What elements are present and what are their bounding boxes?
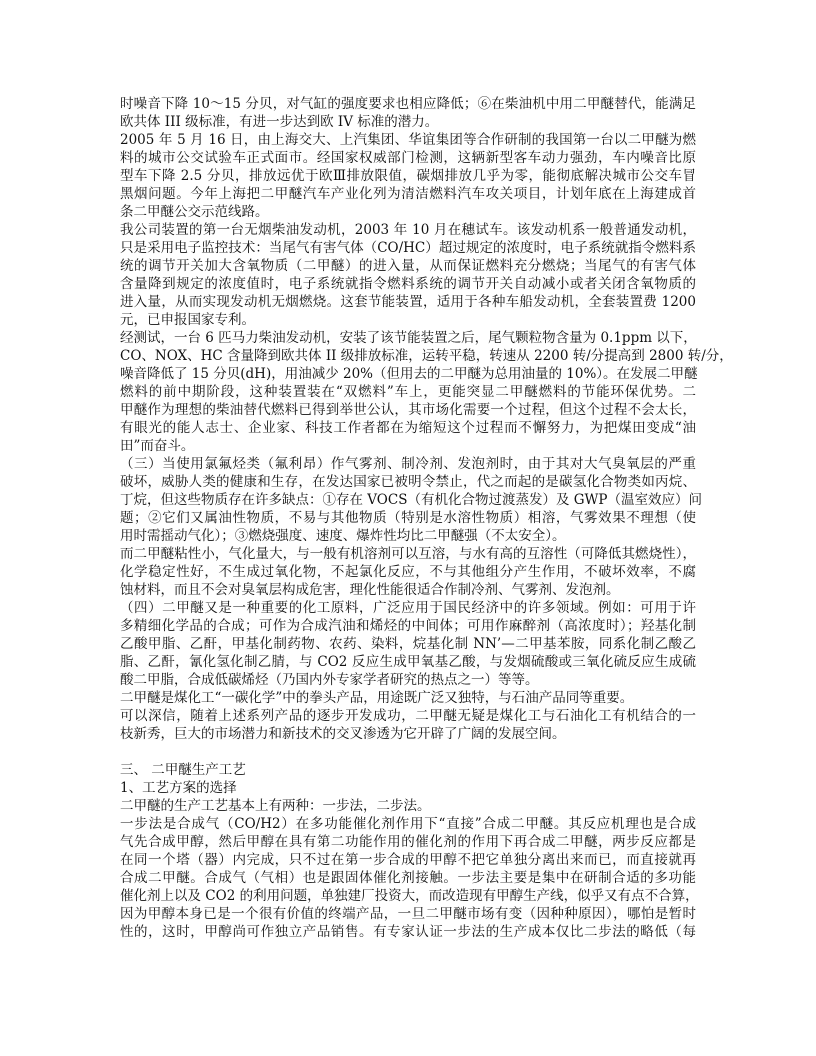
- paragraph: [120, 221, 696, 329]
- text-line: 酸二甲脂，合成低碳烯烃（乃国内外专家学者研究的热点之一）等等。: [120, 672, 539, 688]
- text-line: 1、工艺方案的选择: [120, 780, 237, 796]
- paragraph: [120, 95, 696, 131]
- paragraph: [120, 761, 696, 779]
- text-line: （四）二甲醚又是一种重要的化工原料，广泛应用于国民经济中的许多领域。例如：可用于许: [120, 600, 696, 616]
- paragraph: [120, 815, 699, 941]
- text-line: 时噪音下降 10～15 分贝，对气缸的强度要求也相应降低；⑥在柴油机中用二甲醚替代，能满足: [120, 96, 696, 112]
- text-line: 在同一个塔（器）内完成，只不过在第一步合成的甲醇不把它单独分离出来而已，而直接就再: [120, 852, 696, 868]
- text-line: 经测试，一台 6 匹马力柴油发动机，安装了该节能装置之后，尾气颗粒物含量为 0.1ppm 以下，: [120, 330, 697, 346]
- text-line: 乙酸甲脂、乙酐，甲基化制药物、农药、染料，烷基化制 NN’—二甲基苯胺，同系化制乙酸乙: [120, 636, 696, 652]
- text-line: 蚀材料，而且不会对臭氧层构成危害，理化性能很适合作制冷剂、气雾剂、发泡剂。: [120, 582, 620, 598]
- text-line: 噪音降低了 15 分贝(dH)，用油减少 20%（但用去的二甲醚为总用油量的 10%）。在发展二甲醚: [120, 366, 698, 382]
- text-line: 一步法是合成气（CO/H2）在多功能催化剂作用下“直接”合成二甲醚。其反应机理也是合成: [120, 816, 696, 832]
- text-line: 二甲醚是煤化工“一碳化学”中的拳头产品，用途既广泛又独特，与石油产品同等重要。: [120, 690, 634, 706]
- text-line: 气先合成甲醇，然后甲醇在具有第二功能作用的催化剂的作用下再合成二甲醚，两步反应都是: [120, 834, 696, 850]
- paragraph: [120, 599, 696, 689]
- paragraph: [120, 545, 696, 599]
- text-line: 破坏，威胁人类的健康和生存，在发达国家已被明令禁止，代之而起的是碳氢化合物类如丙烷、: [120, 474, 696, 490]
- text-line: 我公司装置的第一台无烟柴油发动机，2003 年 10 月在穗试车。该发动机系一般普通发动机，: [120, 222, 696, 238]
- text-line: 甲醚作为理想的柴油替代燃料已得到举世公认，其市场化需要一个过程，但这个过程不会太长，: [120, 402, 696, 418]
- text-line: 多精细化学品的合成；可作为合成汽油和烯烃的中间体；可用作麻醉剂（高浓度时）；羟基化制: [120, 618, 696, 634]
- text-line: 丁烷，但这些物质存在许多缺点：①存在 VOCS（有机化合物过渡蒸发）及 GWP（温室效应）问: [120, 492, 702, 508]
- text-line: 型车下降 2.5 分贝，排放远优于欧Ⅲ排放限值，碳烟排放几乎为零，能彻底解决城市公交车冒: [120, 168, 696, 184]
- text-line: 三、 二甲醚生产工艺: [120, 762, 246, 778]
- text-line: 进入量，从而实现发动机无烟燃烧。这套节能装置，适用于各种车船发动机，全套装置费 1200: [120, 294, 696, 310]
- text-line: 田”而奋斗。: [120, 438, 195, 454]
- text-line: 只是采用电子监控技术：当尾气有害气体（CO/HC）超过规定的浓度时，电子系统就指令燃料系: [120, 240, 696, 256]
- text-line: 用时需摇动气化）；③燃烧强度、速度、爆炸性均比二甲醚强（不太安全）。: [120, 528, 566, 544]
- text-line: CO、NOX、HC 含量降到欧共体 II 级排放标准，运转平稳，转速从 2200 转/分提高到 2800 转/分，: [120, 348, 733, 364]
- text-line: 化学稳定性好，不生成过氧化物，不起氯化反应，不与其他组分产生作用，不破坏效率，不腐: [120, 564, 696, 580]
- text-line: 欧共体 III 级标准，有进一步达到欧 IV 标准的潜力。: [120, 114, 439, 130]
- text-line: 料的城市公交试验车正式面市。经国家权威部门检测，这辆新型客车动力强劲，车内噪音比原: [120, 150, 696, 166]
- paragraph: [120, 689, 696, 707]
- paragraph: [120, 455, 702, 545]
- text-line: 2005 年 5 月 16 日，由上海交大、上汽集团、华谊集团等合作研制的我国第一台以二甲醚为燃: [120, 132, 696, 148]
- text-line: 而二甲醚粘性小，气化量大，与一般有机溶剂可以互溶，与水有高的互溶性（可降低其燃烧性），: [120, 546, 696, 562]
- paragraph: [120, 797, 696, 815]
- text-line: 脂、乙酐，氰化氢化制乙腈，与 CO2 反应生成甲氧基乙酸，与发烟硫酸或三氧化硫反应生成硫: [120, 654, 696, 670]
- text-line: 题；②它们又属油性物质，不易与其他物质（特别是水溶性物质）相溶，气雾效果不理想（使: [120, 510, 696, 526]
- paragraph: [120, 707, 696, 743]
- document-body: [120, 95, 733, 941]
- blank-line: [120, 743, 696, 761]
- text-line: 性的，这时，甲醇尚可作独立产品销售。有专家认证一步法的生产成本仅比二步法的略低（每: [120, 924, 696, 940]
- text-line: 统的调节开关加大含氧物质（二甲醚）的进入量，从而保证燃料充分燃烧；当尾气的有害气体: [120, 258, 696, 274]
- text-line: 燃料的前中期阶段，这种装置装在“双燃料”车上，更能突显二甲醚燃料的节能环保优势。二: [120, 384, 696, 400]
- paragraph: [120, 329, 733, 455]
- paragraph: [120, 131, 696, 221]
- text-line: 合成二甲醚。合成气（气相）也是跟固体催化剂接触。一步法主要是集中在研制合适的多功能: [120, 870, 696, 886]
- text-line: 枝新秀，巨大的市场潜力和新技术的交叉渗透为它开辟了广阔的发展空间。: [120, 726, 566, 742]
- text-line: （三）当使用氯氟烃类（氟利昂）作气雾剂、制冷剂、发泡剂时，由于其对大气臭氧层的严重: [120, 456, 696, 472]
- text-line: 因为甲醇本身已是一个很有价值的终端产品，一旦二甲醚市场有变（因种种原因），哪怕是暂时: [120, 906, 696, 922]
- text-line: 二甲醚的生产工艺基本上有两种：一步法，二步法。: [120, 798, 431, 814]
- text-line: 元，已申报国家专利。: [120, 312, 255, 328]
- text-line: 黑烟问题。今年上海把二甲醚汽车产业化列为清洁燃料汽车攻关项目，计划年底在上海建成首: [120, 186, 696, 202]
- text-line: 有眼光的能人志士、企业家、科技工作者都在为缩短这个过程而不懈努力，为把煤田变成“油: [120, 420, 696, 436]
- text-line: 可以深信，随着上述系列产品的逐步开发成功，二甲醚无疑是煤化工与石油化工有机结合的一: [120, 708, 696, 724]
- text-line: 含量降到规定的浓度值时，电子系统就指令燃料系统的调节开关自动减小或者关闭含氧物质的: [120, 276, 696, 292]
- paragraph: [120, 779, 696, 797]
- text-line: 条二甲醚公交示范线路。: [120, 204, 269, 220]
- text-line: 催化剂上以及 CO2 的利用问题，单独建厂投资大，而改造现有甲醇生产线，似乎又有点不合算，: [120, 888, 699, 904]
